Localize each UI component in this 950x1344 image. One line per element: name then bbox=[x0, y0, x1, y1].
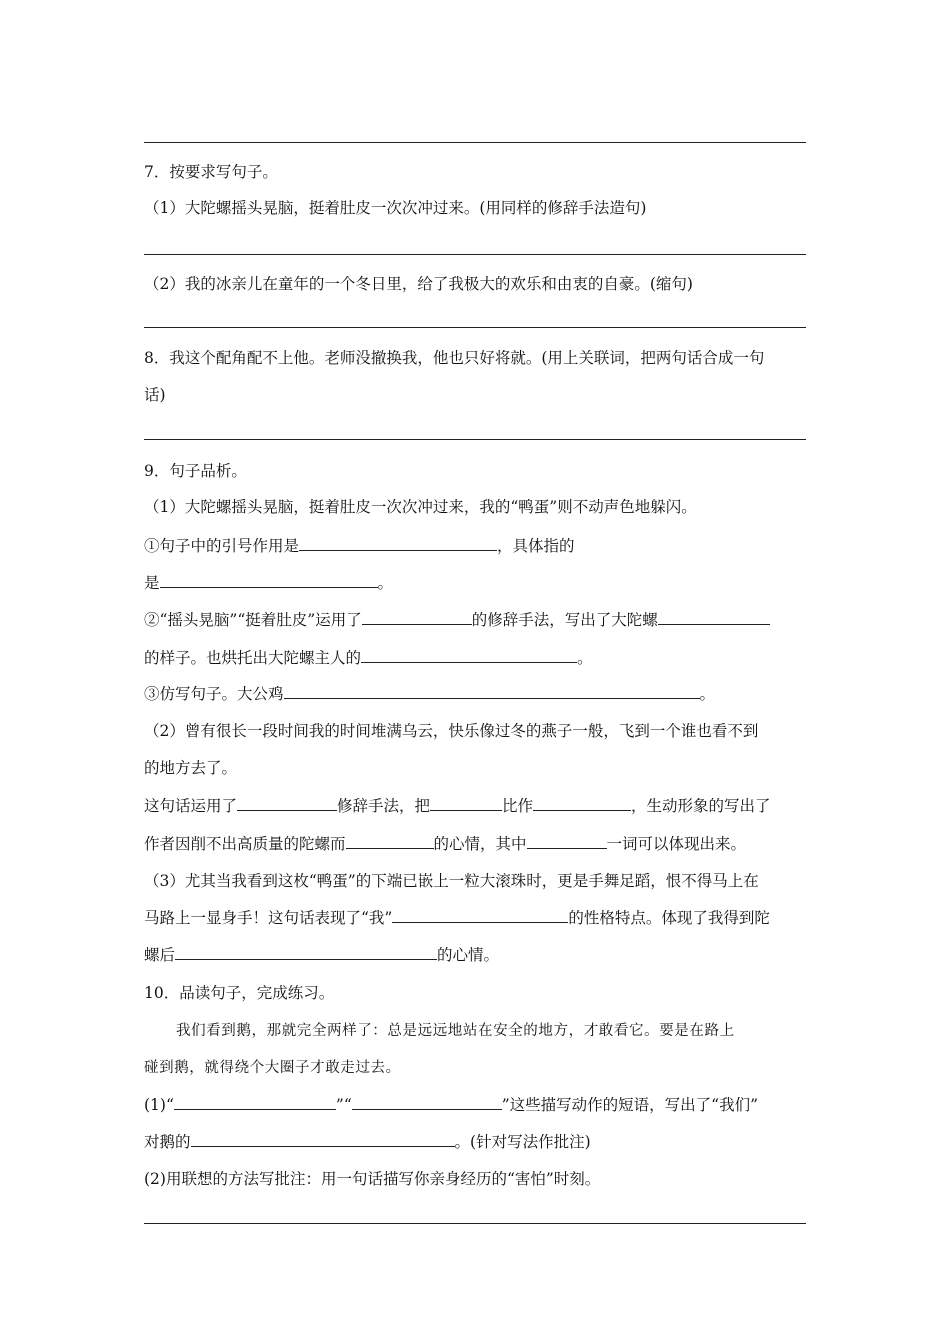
fill-blank[interactable] bbox=[392, 906, 568, 923]
question-7-title: 7．按要求写句子。 bbox=[144, 163, 278, 181]
question-10-title: 10．品读句子，完成练习。 bbox=[144, 984, 335, 1002]
answer-line[interactable] bbox=[144, 439, 806, 440]
text: 的心情。 bbox=[437, 946, 500, 964]
fill-blank[interactable] bbox=[160, 571, 378, 588]
passage-line-2: 碰到鹅，就得绕个大圈子才敢走过去。 bbox=[144, 1060, 401, 1076]
question-9-answer-4 bbox=[144, 794, 806, 818]
fill-blank[interactable] bbox=[430, 794, 502, 811]
text: 螺后 bbox=[144, 946, 176, 964]
question-9-sentence-3-line-1: （3）尤其当我看到这枚“鸭蛋”的下端已嵌上一粒大滚珠时，更是手舞足蹈，恨不得马上在 bbox=[144, 872, 759, 890]
fill-blank[interactable] bbox=[362, 608, 472, 625]
question-9-answer-1-cont bbox=[144, 571, 806, 595]
fill-blank[interactable] bbox=[658, 608, 770, 625]
fill-blank[interactable] bbox=[175, 943, 437, 960]
text: 。 bbox=[377, 574, 394, 592]
question-9-answer-4-cont bbox=[144, 832, 806, 856]
fill-blank[interactable] bbox=[533, 794, 631, 811]
question-8-line-2: 话) bbox=[144, 386, 166, 404]
text: 对鹅的 bbox=[144, 1133, 191, 1151]
question-10-answer-1 bbox=[144, 1093, 806, 1117]
text: 作者因削不出高质量的陀螺而 bbox=[144, 835, 346, 853]
passage-line-1: 我们看到鹅，那就完全两样了：总是远远地站在安全的地方，才敢看它。要是在路上 bbox=[176, 1023, 735, 1039]
question-9-title: 9．句子品析。 bbox=[144, 462, 247, 480]
question-9-sentence-2-line-1: （2）曾有很长一段时间我的时间堆满乌云，快乐像过冬的燕子一般，飞到一个谁也看不到 bbox=[144, 722, 759, 740]
fill-blank[interactable] bbox=[361, 646, 577, 663]
question-10-answer-2: (2)用联想的方法写批注：用一句话描写你亲身经历的“害怕”时刻。 bbox=[144, 1170, 601, 1188]
fill-blank[interactable] bbox=[527, 832, 607, 849]
fill-blank[interactable] bbox=[191, 1130, 455, 1147]
answer-line[interactable] bbox=[144, 142, 806, 143]
text: 的样子。也烘托出大陀螺主人的 bbox=[144, 649, 362, 667]
fill-blank[interactable] bbox=[352, 1093, 502, 1110]
text: 的心情，其中 bbox=[433, 835, 527, 853]
text: 一词可以体现出来。 bbox=[606, 835, 747, 853]
question-9-sentence-2-line-2: 的地方去了。 bbox=[144, 759, 238, 777]
text: 是 bbox=[144, 574, 160, 592]
question-8-line-1: 8．我这个配角配不上他。老师没撤换我，他也只好将就。(用上关联词，把两句话合成一句 bbox=[144, 349, 765, 367]
text: 这句话运用了 bbox=[144, 797, 238, 815]
text: ①句子中的引号作用是 bbox=[144, 537, 300, 555]
fill-blank[interactable] bbox=[174, 1093, 336, 1110]
text: 。(针对写法作批注) bbox=[454, 1133, 591, 1151]
question-9-answer-1 bbox=[144, 534, 806, 558]
text: 比作 bbox=[502, 797, 534, 815]
question-7-item-2: （2）我的冰亲儿在童年的一个冬日里，给了我极大的欢乐和由衷的自豪。(缩句) bbox=[144, 275, 693, 293]
fill-blank[interactable] bbox=[284, 682, 700, 699]
text: 马路上一显身手！这句话表现了“我” bbox=[144, 909, 393, 927]
fill-blank[interactable] bbox=[237, 794, 337, 811]
answer-line[interactable] bbox=[144, 1223, 806, 1224]
text: 修辞手法，把 bbox=[337, 797, 431, 815]
text: ③仿写句子。大公鸡 bbox=[144, 685, 284, 703]
answer-line[interactable] bbox=[144, 327, 806, 328]
question-9-answer-3 bbox=[144, 682, 806, 706]
text: ”这些描写动作的短语，写出了“我们” bbox=[501, 1096, 759, 1114]
fill-blank[interactable] bbox=[299, 534, 497, 551]
text: ，具体指的 bbox=[497, 537, 575, 555]
text: 。 bbox=[577, 649, 593, 667]
answer-line[interactable] bbox=[144, 254, 806, 255]
question-10-answer-1-cont bbox=[144, 1130, 806, 1154]
question-9-answer-5-cont bbox=[144, 943, 806, 967]
text: ②“摇头晃脑”“挺着肚皮”运用了 bbox=[144, 611, 362, 629]
question-9-sentence-1: （1）大陀螺摇头晃脑，挺着肚皮一次次冲过来，我的“鸭蛋”则不动声色地躲闪。 bbox=[144, 498, 697, 516]
question-7-item-1: （1）大陀螺摇头晃脑，挺着肚皮一次次冲过来。(用同样的修辞手法造句) bbox=[144, 199, 647, 217]
fill-blank[interactable] bbox=[346, 832, 434, 849]
question-9-answer-2 bbox=[144, 608, 806, 632]
question-9-answer-2-cont bbox=[144, 646, 806, 670]
text: (1)“ bbox=[144, 1096, 174, 1114]
text: 。 bbox=[699, 685, 716, 703]
text: ”“ bbox=[335, 1096, 352, 1114]
text: 的性格特点。体现了我得到陀 bbox=[568, 909, 770, 927]
text: 的修辞手法，写出了大陀螺 bbox=[471, 611, 658, 629]
question-9-answer-5 bbox=[144, 906, 806, 930]
text: ，生动形象的写出了 bbox=[631, 797, 771, 815]
